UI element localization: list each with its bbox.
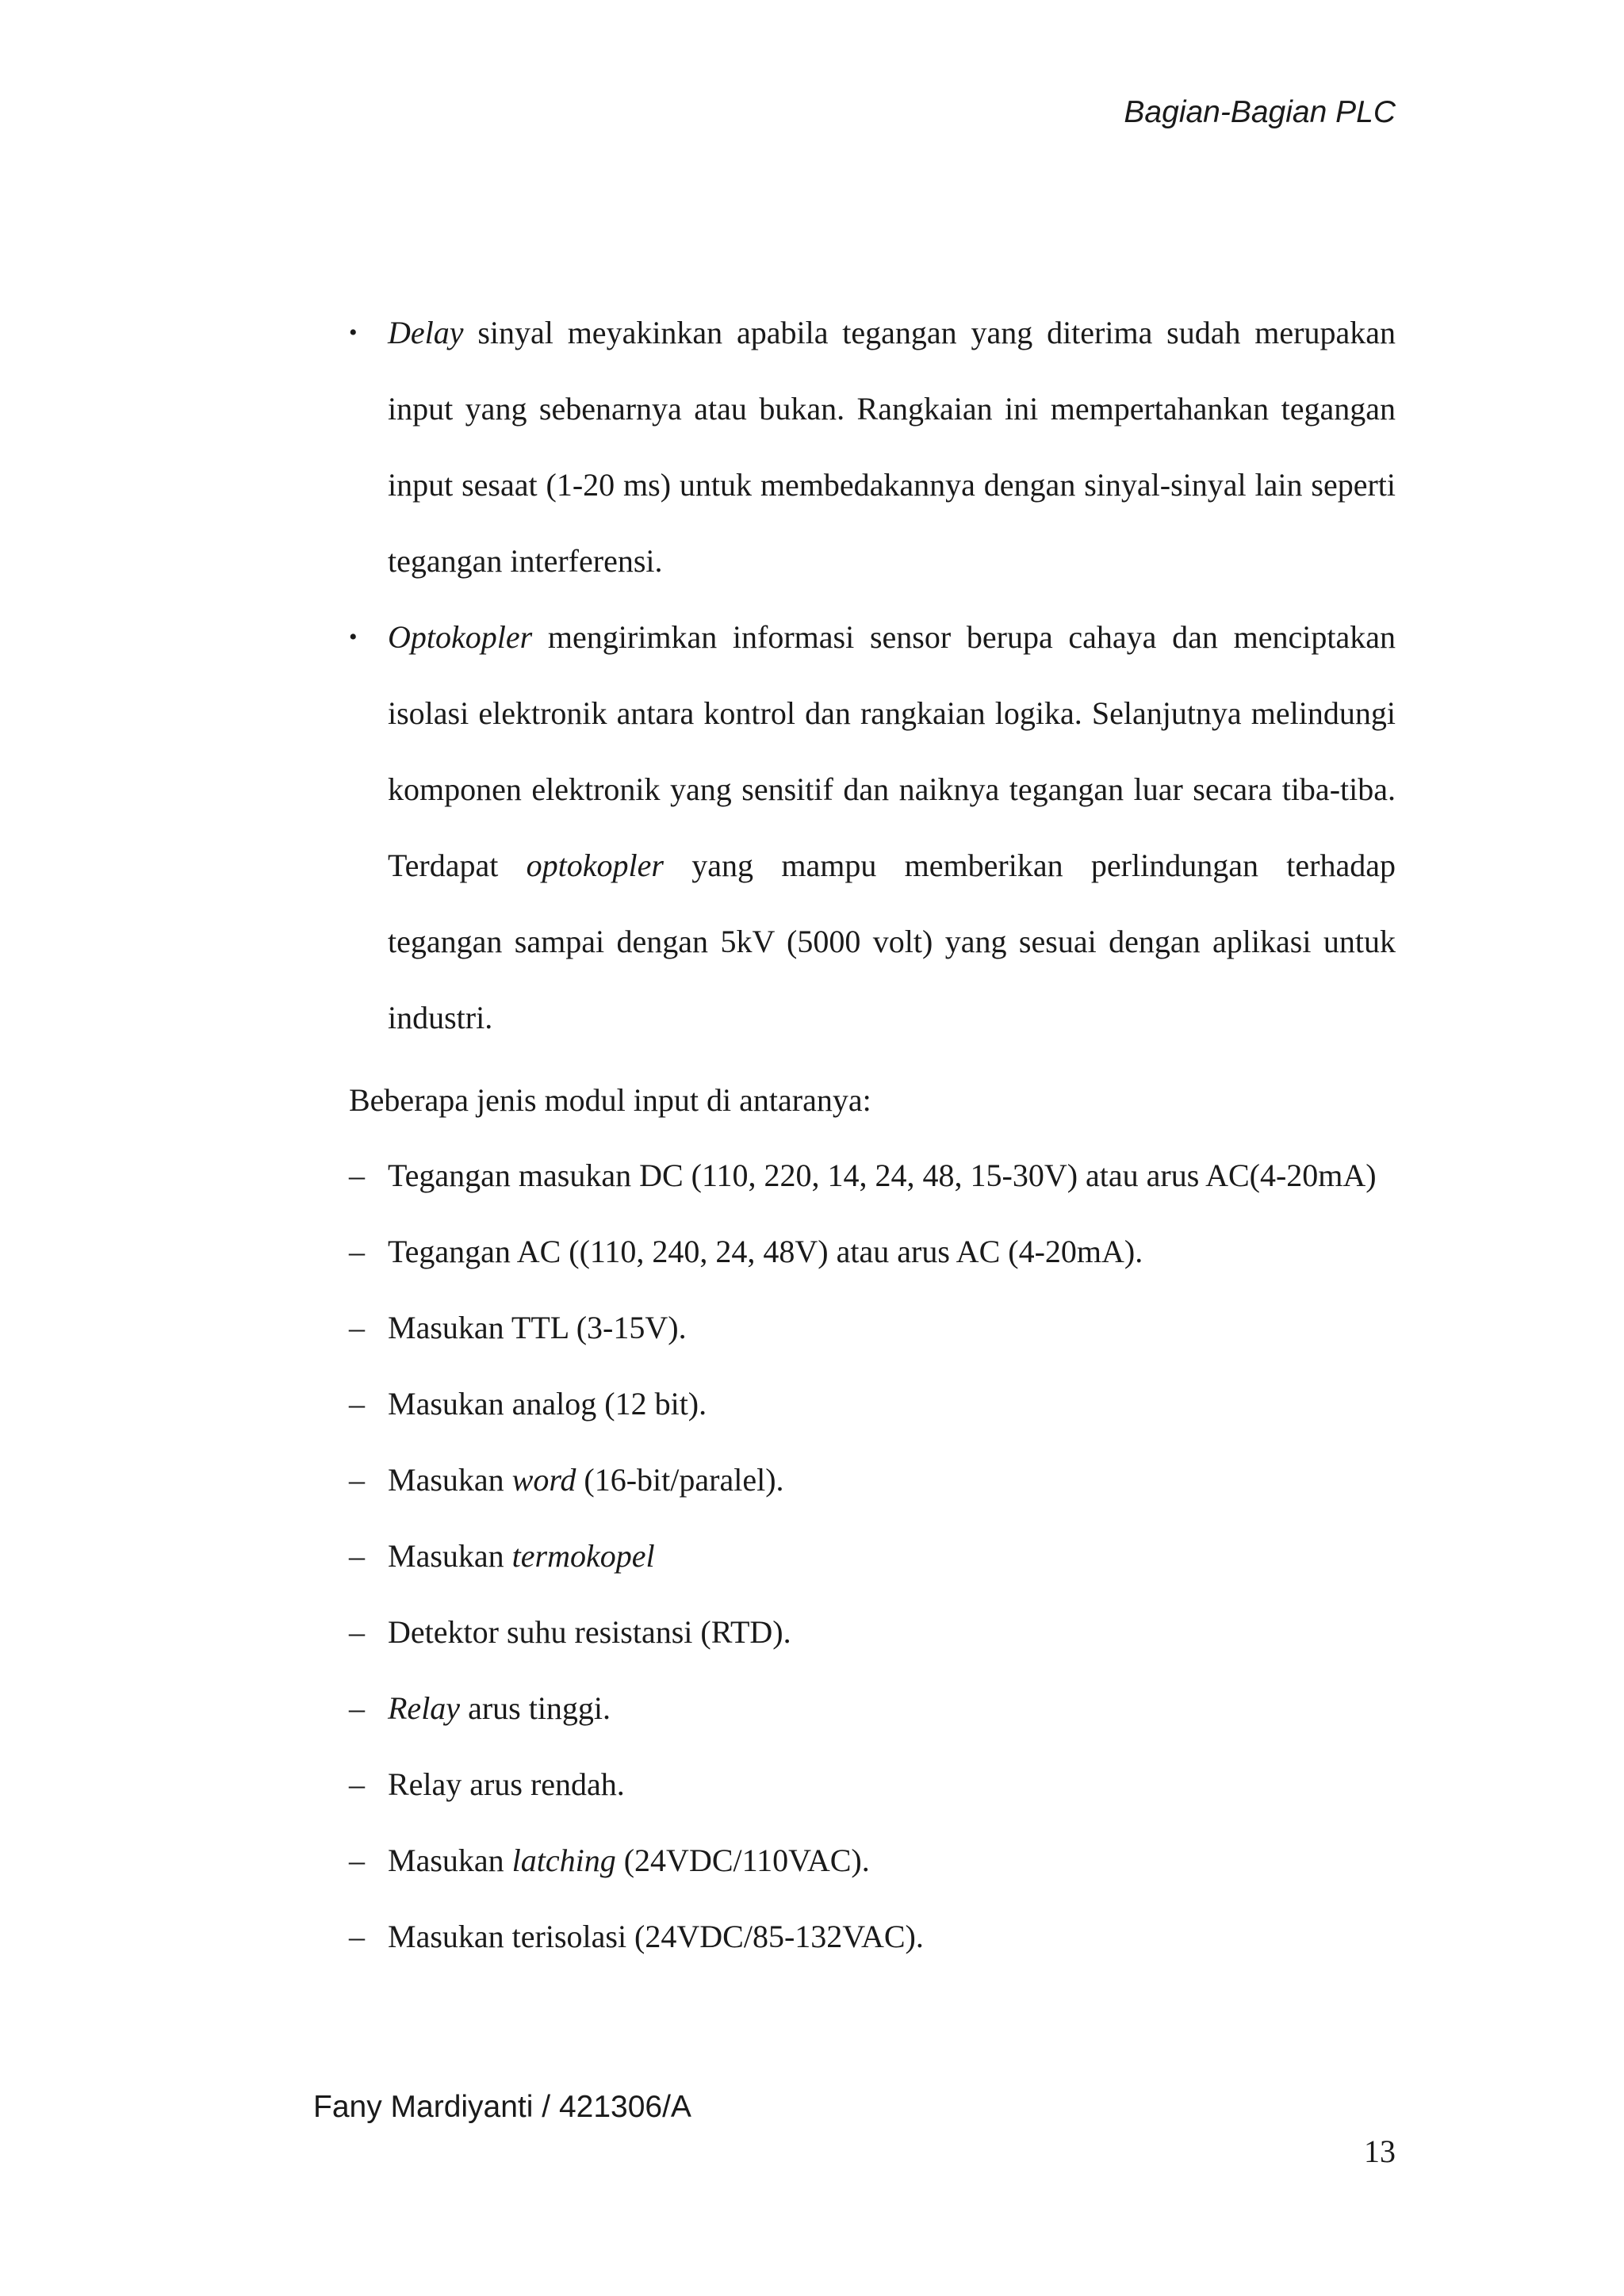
dash-marker: – [349, 1158, 365, 1193]
list-item [349, 1823, 1396, 1899]
bullet-text: sinyal meyakinkan apabila tegangan yang diterima sudah merupakan input yang sebenarnya atau bukan. Rangkaian ini mempertahankan tegangan input sesaat (1-20 ms) untuk membedakannya dengan sinyal-sinyal lain seperti tegangan interferensi. [388, 315, 1396, 579]
bullet-item-delay [349, 295, 1396, 599]
dash-marker: – [349, 1843, 365, 1878]
list-item-text: Masukan [388, 1843, 512, 1878]
list-item [349, 1670, 1396, 1747]
list-item [349, 1518, 1396, 1594]
bullet-paragraph [388, 295, 1396, 599]
list-item-text: Relay arus rendah. [388, 1766, 625, 1802]
bullet-lead-term: Optokopler [388, 619, 533, 655]
bullet-text: yang mampu memberikan perlindungan terhadap tegangan sampai dengan 5kV (5000 volt) yang sesuai dengan aplikasi untuk industri. [388, 848, 1396, 1035]
list-item-text: Tegangan AC ((110, 240, 24, 48V) atau arus AC (4-20mA). [388, 1234, 1143, 1269]
list-item-text: Masukan TTL (3-15V). [388, 1310, 687, 1345]
bullet-marker: • [349, 320, 358, 346]
list-item-italic-term: latching [511, 1843, 616, 1878]
dash-marker: – [349, 1386, 365, 1422]
dash-marker: – [349, 1310, 365, 1345]
list-item-italic-term: termokopel [511, 1538, 655, 1574]
list-item [349, 1747, 1396, 1823]
list-item-text: Tegangan masukan DC (110, 220, 14, 24, 48, 15-30V) atau arus AC(4-20mA) [388, 1158, 1377, 1193]
dash-marker: – [349, 1614, 365, 1650]
dash-marker: – [349, 1766, 365, 1802]
list-item [349, 1899, 1396, 1975]
list-item [349, 1214, 1396, 1290]
list-item-text: Masukan [388, 1538, 512, 1574]
dash-marker: – [349, 1234, 365, 1269]
bullet-italic-term: optokopler [526, 848, 664, 883]
bullet-marker: • [349, 624, 358, 650]
running-header: Bagian-Bagian PLC [1124, 95, 1396, 129]
list-item [349, 1290, 1396, 1366]
list-item-italic-term: Relay [388, 1690, 461, 1726]
bullet-lead-term: Delay [388, 315, 464, 350]
dash-marker: – [349, 1462, 365, 1498]
bullet-paragraph [388, 599, 1396, 1056]
footer-author: Fany Mardiyanti / 421306/A [313, 2090, 691, 2124]
list-item-text: Masukan [388, 1462, 512, 1498]
list-intro: Beberapa jenis modul input di antaranya: [349, 1082, 871, 1118]
input-module-list [349, 1138, 1396, 1975]
list-item [349, 1138, 1396, 1214]
list-item-text: (16-bit/paralel). [576, 1462, 784, 1498]
list-item-italic-term: word [511, 1462, 576, 1498]
dash-marker: – [349, 1919, 365, 1954]
list-item-text: Detektor suhu resistansi (RTD). [388, 1614, 791, 1650]
list-item [349, 1594, 1396, 1670]
list-item [349, 1442, 1396, 1518]
dash-marker: – [349, 1538, 365, 1574]
list-item-text: (24VDC/110VAC). [615, 1843, 870, 1878]
bullet-item-optokopler [349, 599, 1396, 1056]
bullet-text: mengirimkan informasi sensor berupa cahaya dan menciptakan isolasi elektronik antara kontrol dan rangkaian logika. Selanjutnya melindungi komponen elektronik yang sensitif dan naiknya tegangan luar secara tiba-tiba. Terdapat [388, 619, 1396, 883]
bullet-list [349, 295, 1396, 1056]
page-number: 13 [1364, 2133, 1396, 2169]
dash-marker: – [349, 1690, 365, 1726]
list-item [349, 1366, 1396, 1442]
list-item-text: arus tinggi. [460, 1690, 611, 1726]
list-item-text: Masukan analog (12 bit). [388, 1386, 707, 1422]
list-item-text: Masukan terisolasi (24VDC/85-132VAC). [388, 1919, 924, 1954]
